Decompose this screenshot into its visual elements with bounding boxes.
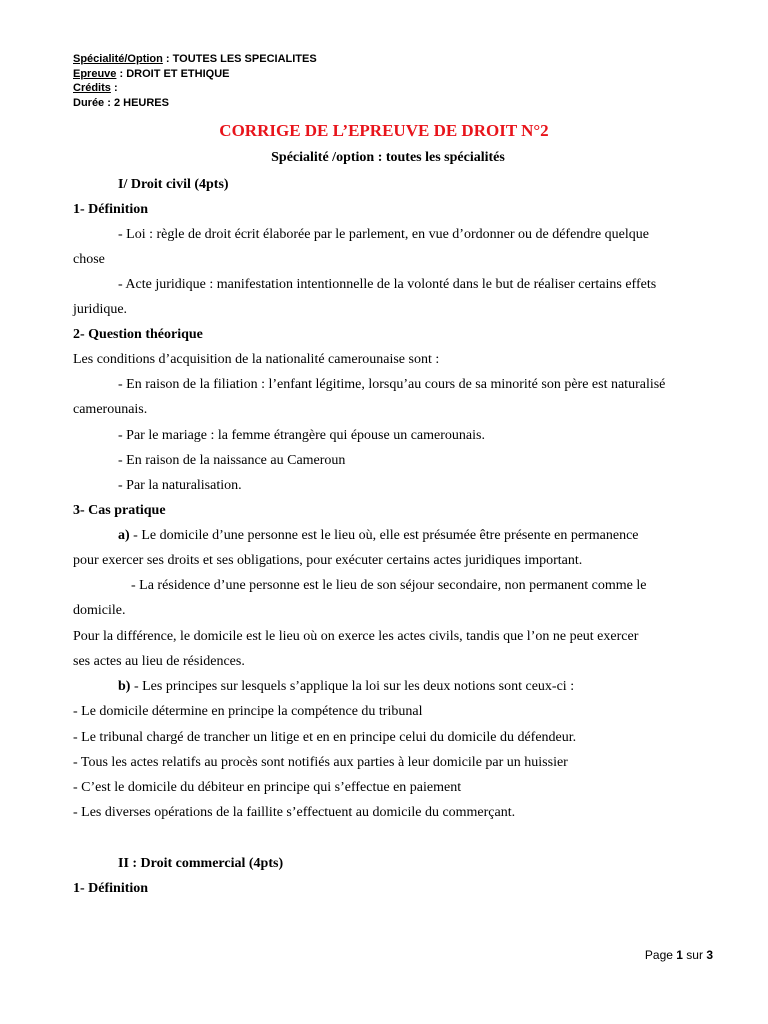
q1-line: - Loi : règle de droit écrit élaborée par le parlement, en vue d’ordonner ou de défendre quelque: [118, 227, 649, 242]
header-specialite: [73, 52, 317, 67]
q3-a-text: - Le domicile d’une personne est le lieu où, elle est présumée être présente en permanence: [129, 528, 639, 543]
q3-line: domicile.: [73, 603, 126, 618]
epreuve-label: Epreuve: [73, 68, 117, 80]
page-prefix: Page: [644, 948, 677, 962]
q3-b-item: - Les diverses opérations de la faillite s’effectuent au domicile du commerçant.: [73, 805, 516, 820]
q1-line: - Acte juridique : manifestation intentionnelle de la volonté dans le but de réaliser certains effets: [118, 277, 657, 292]
q2-line: - Par la naturalisation.: [118, 478, 242, 493]
section1-heading: I/ Droit civil (4pts): [118, 177, 229, 192]
q2-line: - En raison de la filiation : l’enfant légitime, lorsqu’au cours de sa minorité son père est naturalisé: [118, 377, 666, 392]
q3-line: ses actes au lieu de résidences.: [73, 654, 245, 669]
q2-line: camerounais.: [73, 402, 148, 417]
q1-line: juridique.: [73, 302, 128, 317]
q2-line: - Par le mariage : la femme étrangère qui épouse un camerounais.: [118, 428, 485, 443]
section2-heading: II : Droit commercial (4pts): [118, 856, 284, 871]
document-subtitle: Spécialité /option : toutes les spécialités: [271, 150, 505, 165]
q3-b-item: - C’est le domicile du débiteur en principe qui s’effectue en paiement: [73, 780, 462, 795]
credits-label: Crédits: [73, 82, 111, 94]
page-current: 1: [676, 948, 683, 962]
page-number: [645, 948, 713, 962]
specialite-label: Spécialité/Option: [73, 53, 163, 65]
header-credits: [73, 81, 118, 96]
q3-line: - La résidence d’une personne est le lieu de son séjour secondaire, non permanent comme le: [131, 578, 647, 593]
q3-b-item: - Le domicile détermine en principe la compétence du tribunal: [73, 704, 423, 719]
q2-line: - En raison de la naissance au Cameroun: [118, 453, 346, 468]
header-epreuve: [73, 67, 229, 82]
q3-b-line: [118, 678, 574, 696]
q1-line: chose: [73, 252, 105, 267]
header-duree: Durée : 2 HEURES: [73, 97, 169, 109]
section2-q1-heading: 1- Définition: [73, 881, 149, 896]
page-mid: sur: [682, 948, 707, 962]
credits-value: :: [110, 82, 118, 94]
q3-b-text: - Les principes sur lesquels s’applique la loi sur les deux notions sont ceux-ci :: [130, 679, 575, 694]
q3-b-item: - Tous les actes relatifs au procès sont notifiés aux parties à leur domicile par un huissier: [73, 755, 568, 770]
document-title: CORRIGE DE L’EPREUVE DE DROIT N°2: [219, 121, 549, 140]
q3-b-item: - Le tribunal chargé de trancher un litige et en en principe celui du domicile du défendeur.: [73, 730, 577, 745]
q1-heading: 1- Définition: [73, 202, 149, 217]
page-total: 3: [706, 948, 713, 962]
specialite-value: : TOUTES LES SPECIALITES: [162, 53, 317, 65]
q3-line: [118, 527, 639, 545]
q2-intro: Les conditions d’acquisition de la nationalité camerounaise sont :: [73, 352, 440, 367]
epreuve-value: : DROIT ET ETHIQUE: [116, 68, 230, 80]
q2-heading: 2- Question théorique: [73, 327, 203, 342]
q3-heading: 3- Cas pratique: [73, 503, 166, 518]
q3-a-label: a): [118, 528, 130, 543]
q3-line: pour exercer ses droits et ses obligations, pour exécuter certains actes juridiques important.: [73, 553, 583, 568]
q3-line: Pour la différence, le domicile est le lieu où on exerce les actes civils, tandis que l’on ne peut exercer: [73, 629, 639, 644]
q3-b-label: b): [118, 679, 131, 694]
